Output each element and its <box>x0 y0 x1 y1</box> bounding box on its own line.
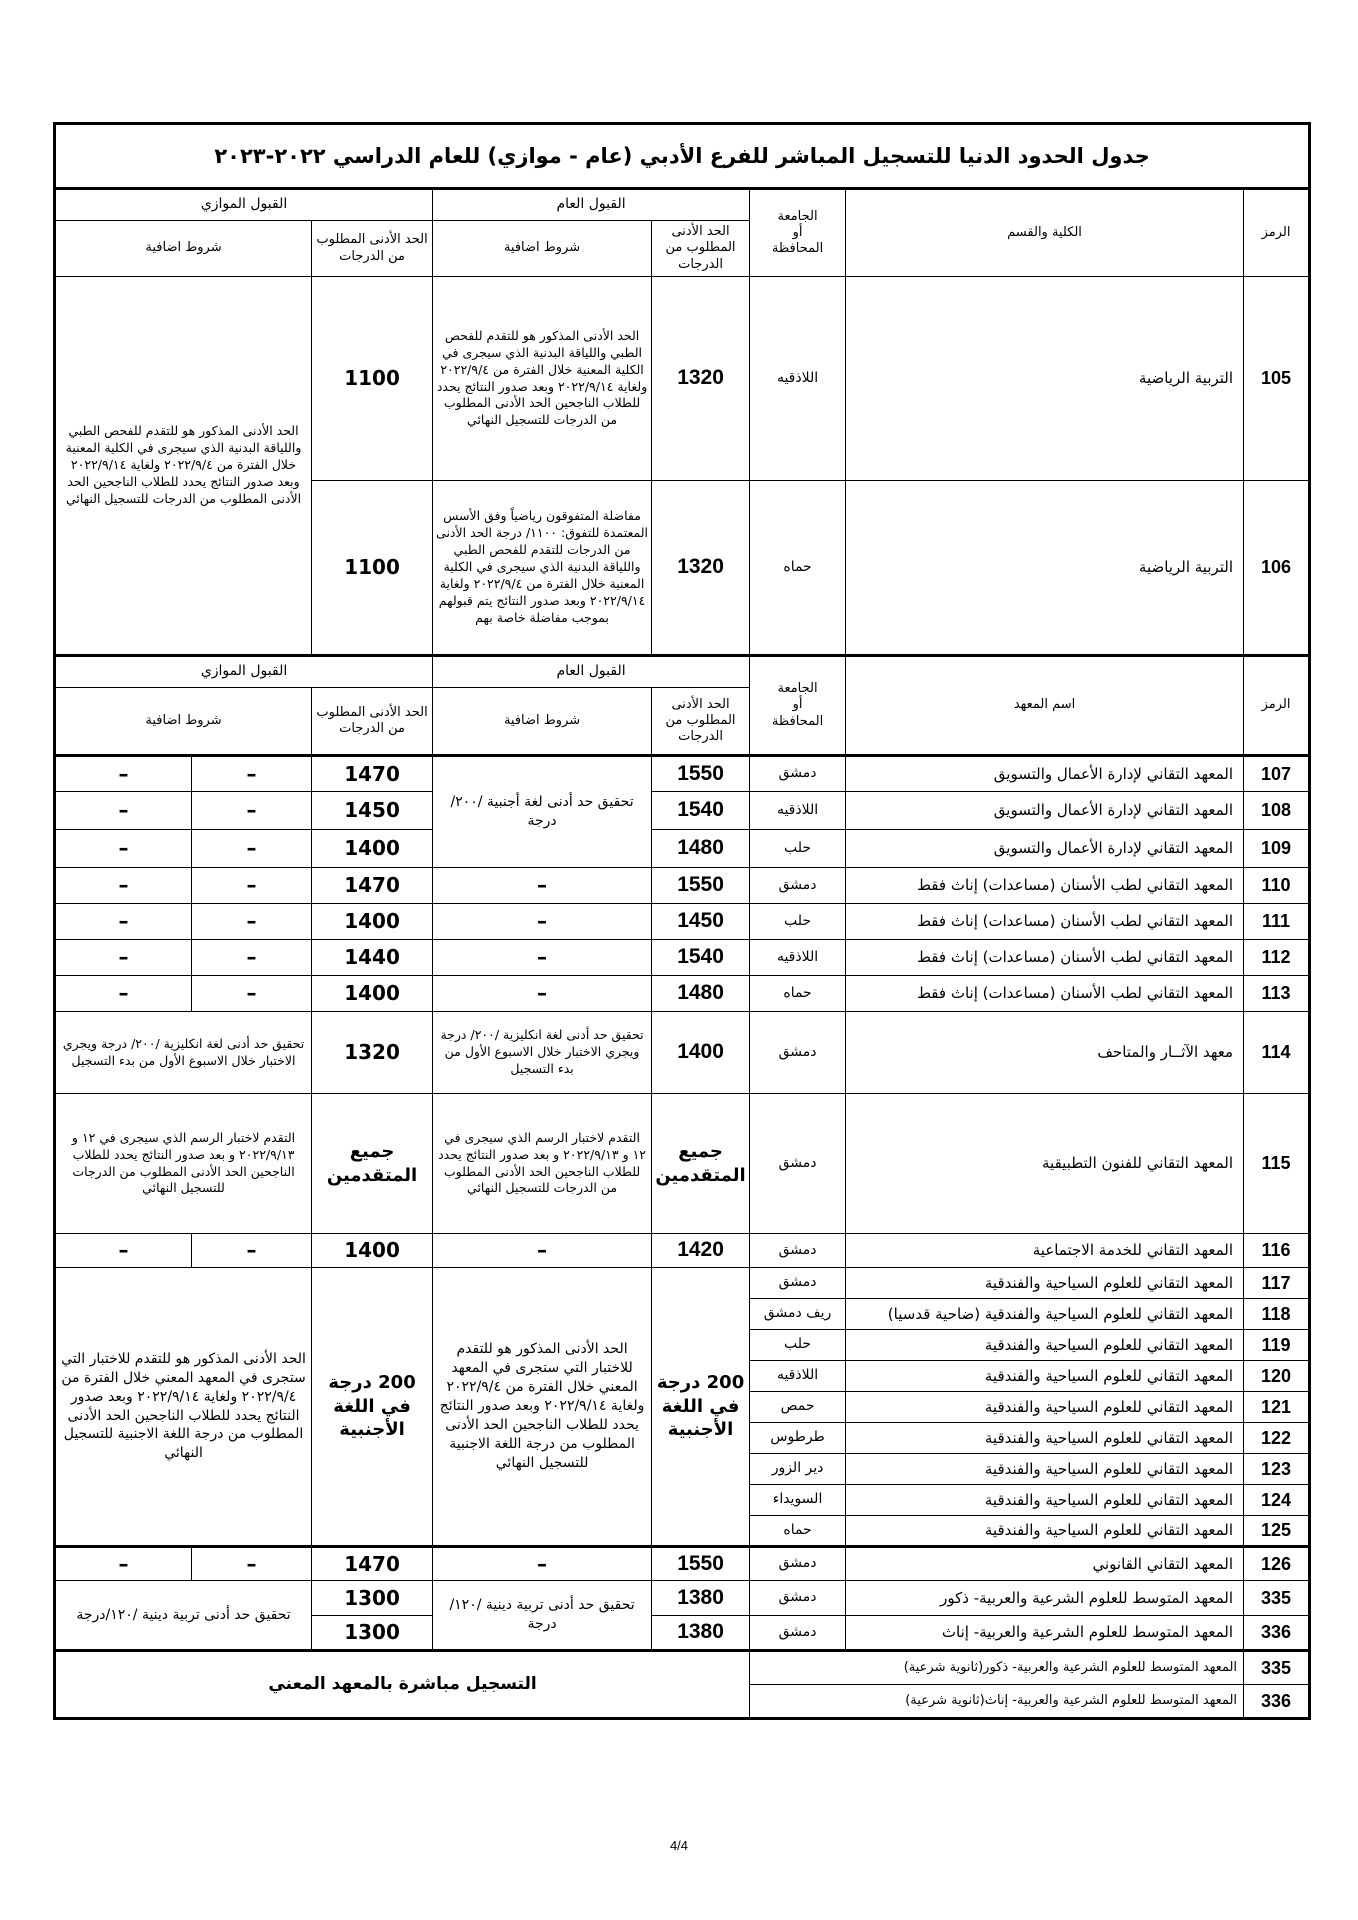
row-gov: طرطوس <box>750 1423 846 1454</box>
row-general-min: 1550 <box>652 1547 750 1581</box>
row-gov: حمص <box>750 1392 846 1423</box>
row-name: المعهد المتوسط للعلوم الشرعية والعربية- إناث(ثانوية شرعية) <box>750 1685 1244 1719</box>
row-name: المعهد التقاني للخدمة الاجتماعية <box>846 1234 1244 1268</box>
row-name: المعهد التقاني لإدارة الأعمال والتسويق <box>846 792 1244 830</box>
row-gov: حلب <box>750 830 846 868</box>
header2-general-extra: شروط اضافية <box>433 688 652 756</box>
row-gov: دمشق <box>750 1094 846 1234</box>
table-row <box>55 976 1310 1012</box>
row-code: 110 <box>1244 868 1310 904</box>
table-row <box>55 830 1310 868</box>
row-parallel-min: 1100 <box>312 481 433 656</box>
row-code: 123 <box>1244 1454 1310 1485</box>
row-parallel-min: 1300 <box>312 1581 433 1616</box>
row-name: المعهد المتوسط للعلوم الشرعية والعربية- إناث <box>846 1616 1244 1651</box>
row-dash: – <box>192 1547 312 1581</box>
table-row <box>55 1547 1310 1581</box>
row-code: 108 <box>1244 792 1310 830</box>
table-row <box>55 1094 1310 1234</box>
header2-institute: اسم المعهد <box>846 656 1244 756</box>
table-row <box>55 1581 1310 1616</box>
table-row <box>55 940 1310 976</box>
row-code: 112 <box>1244 940 1310 976</box>
row-code: 117 <box>1244 1268 1310 1299</box>
row-dash: – <box>55 792 192 830</box>
row-general-note: التقدم لاختبار الرسم الذي سيجرى في ١٢ و ٢٠٢٢/٩/١٣ و بعد صدور النتائج يحدد للطلاب الناجحين الحد الأدنى المطلوب من الدرجات للتسجيل النهائي <box>433 1094 652 1234</box>
page-number: 4/4 <box>669 1838 689 1853</box>
row-dash: – <box>55 1547 192 1581</box>
row-parallel-note: تحقيق حد أدنى لغة انكليزية /٢٠٠/ درجة ويجري الاختبار خلال الاسبوع الأول من بدء التسجيل <box>55 1012 312 1094</box>
row-general-min: 1480 <box>652 830 750 868</box>
header2-general-min: الحد الأدنى المطلوب من الدرجات <box>652 688 750 756</box>
row-dash: – <box>55 868 192 904</box>
row-parallel-min: 1440 <box>312 940 433 976</box>
row-dash: – <box>55 976 192 1012</box>
row-name: المعهد المتوسط للعلوم الشرعية والعربية- ذكور(ثانوية شرعية) <box>750 1651 1244 1685</box>
table-row <box>55 1651 1310 1685</box>
row-parallel-min: 1470 <box>312 868 433 904</box>
row-code: 115 <box>1244 1094 1310 1234</box>
row-dash: – <box>192 976 312 1012</box>
row-gov: حلب <box>750 904 846 940</box>
row-dash: – <box>433 868 652 904</box>
row-gov: دمشق <box>750 1616 846 1651</box>
row-gov: اللاذقيه <box>750 1361 846 1392</box>
row-code: 107 <box>1244 756 1310 792</box>
row-parallel-min: 1400 <box>312 904 433 940</box>
row-name: المعهد التقاني لطب الأسنان (مساعدات) إناث فقط <box>846 940 1244 976</box>
row-code: 120 <box>1244 1361 1310 1392</box>
row-general-min: 1450 <box>652 904 750 940</box>
row-gov: اللاذقيه <box>750 277 846 481</box>
row-parallel-min: 1450 <box>312 792 433 830</box>
row-code: 118 <box>1244 1299 1310 1330</box>
row-code: 124 <box>1244 1485 1310 1516</box>
table-row <box>55 868 1310 904</box>
row-code: 336 <box>1244 1685 1310 1719</box>
table-row <box>55 1268 1310 1299</box>
header2-parallel: القبول الموازي <box>55 656 433 688</box>
header-parallel-min: الحد الأدنى المطلوب من الدرجات <box>312 221 433 277</box>
row-general-note: الحد الأدنى المذكور هو للتقدم للفحص الطبي واللياقة البدنية الذي سيجرى في الكلية المعنية خلال الفترة من ٢٠٢٢/٩/٤ ولغاية ٢٠٢٢/٩/١٤ وبعد صدور النتائج يحدد للطلاب الناجحين الحد الأدنى المطلوب من الدرجات للتسجيل النهائي <box>433 277 652 481</box>
row-code: 114 <box>1244 1012 1310 1094</box>
row-dash: – <box>192 1234 312 1268</box>
row-general-min: 1320 <box>652 277 750 481</box>
header2-general: القبول العام <box>433 656 750 688</box>
row-name: المعهد التقاني لطب الأسنان (مساعدات) إناث فقط <box>846 976 1244 1012</box>
row-dash: – <box>433 940 652 976</box>
row-parallel-min: 1470 <box>312 756 433 792</box>
row-gov: دمشق <box>750 1012 846 1094</box>
row-code: 335 <box>1244 1651 1310 1685</box>
row-dash: – <box>433 1547 652 1581</box>
row-name: المعهد التقاني للفنون التطبيقية <box>846 1094 1244 1234</box>
row-code: 106 <box>1244 481 1310 656</box>
row-gov: السويداء <box>750 1485 846 1516</box>
row-gov: حماه <box>750 481 846 656</box>
row-gov: حلب <box>750 1330 846 1361</box>
row-general-min: 1480 <box>652 976 750 1012</box>
row-parallel-min: 1300 <box>312 1616 433 1651</box>
row-general-min: 1320 <box>652 481 750 656</box>
header2-parallel-min: الحد الأدنى المطلوب من الدرجات <box>312 688 433 756</box>
row-code: 125 <box>1244 1516 1310 1547</box>
row-general-min: 1550 <box>652 756 750 792</box>
row-parallel-min: 1470 <box>312 1547 433 1581</box>
row-dash: – <box>192 756 312 792</box>
row-general-all: جميع المتقدمين <box>652 1094 750 1234</box>
row-general-min: 1540 <box>652 792 750 830</box>
sharia-general-note: تحقيق حد أدنى تربية دينية /١٢٠/ درجة <box>433 1581 652 1651</box>
direct-registration-note: التسجيل مباشرة بالمعهد المعني <box>55 1651 750 1719</box>
table-row <box>55 792 1310 830</box>
table-row <box>55 904 1310 940</box>
row-general-min: 1540 <box>652 940 750 976</box>
row-parallel-min: 1100 <box>312 277 433 481</box>
row-dash: – <box>192 940 312 976</box>
row-code: 335 <box>1244 1581 1310 1616</box>
business-general-note: تحقيق حد أدنى لغة أجنبية /٢٠٠/ درجة <box>433 756 652 868</box>
header-general-min: الحد الأدنى المطلوب من الدرجات <box>652 221 750 277</box>
row-gov: دمشق <box>750 756 846 792</box>
row-gov: حماه <box>750 1516 846 1547</box>
header-parallel: القبول الموازي <box>55 189 433 221</box>
row-dash: – <box>192 904 312 940</box>
row-name: المعهد التقاني القانوني <box>846 1547 1244 1581</box>
row-code: 116 <box>1244 1234 1310 1268</box>
row-code: 121 <box>1244 1392 1310 1423</box>
admission-table-sheet <box>53 122 1308 1720</box>
table-row <box>55 756 1310 792</box>
sharia-parallel-note: تحقيق حد أدنى تربية دينية /١٢٠/درجة <box>55 1581 312 1651</box>
row-code: 126 <box>1244 1547 1310 1581</box>
header-code: الرمز <box>1244 189 1310 277</box>
row-name: المعهد التقاني للعلوم السياحية والفندقية <box>846 1361 1244 1392</box>
row-code: 111 <box>1244 904 1310 940</box>
row-dash: – <box>192 868 312 904</box>
row-parallel-min: 1400 <box>312 1234 433 1268</box>
header2-code: الرمز <box>1244 656 1310 756</box>
row-name: المعهد التقاني للعلوم السياحية والفندقية <box>846 1454 1244 1485</box>
row-code: 122 <box>1244 1423 1310 1454</box>
row-gov: دمشق <box>750 1547 846 1581</box>
row-dash: – <box>55 756 192 792</box>
tourism-parallel-note: الحد الأدنى المذكور هو للتقدم للاختبار التي ستجرى في المعهد المعني خلال الفترة من ٢٠٢٢/٩/٤ ولغاية ٢٠٢٢/٩/١٤ وبعد صدور النتائج يحدد للطلاب الناجحين الحد الأدنى المطلوب من درجة اللغة الاجنبية للتسجيل النهائي <box>55 1268 312 1547</box>
header2-parallel-extra: شروط اضافية <box>55 688 312 756</box>
header-general-extra: شروط اضافية <box>433 221 652 277</box>
row-name: المعهد التقاني للعلوم السياحية والفندقية <box>846 1423 1244 1454</box>
table-title: جدول الحدود الدنيا للتسجيل المباشر للفرع الأدبي (عام - موازي) للعام الدراسي ٢٠٢٢-٢٠٢٣ <box>55 124 1310 189</box>
row-code: 109 <box>1244 830 1310 868</box>
row-name: التربية الرياضية <box>846 481 1244 656</box>
sports-parallel-note: الحد الأدنى المذكور هو للتقدم للفحص الطبي واللياقة البدنية الذي سيجرى في الكلية المعنية خلال الفترة من ٢٠٢٢/٩/٤ ولغاية ٢٠٢٢/٩/١٤ وبعد صدور النتائج يحدد للطلاب الناجحين الحد الأدنى المطلوب من الدرجات للتسجيل النهائي <box>55 277 312 656</box>
tourism-general-grade: 200 درجة في اللغة الأجنبية <box>652 1268 750 1547</box>
header-general: القبول العام <box>433 189 750 221</box>
admission-table <box>53 122 1311 1720</box>
row-name: معهد الآثــار والمتاحف <box>846 1012 1244 1094</box>
row-dash: – <box>433 904 652 940</box>
row-name: المعهد التقاني لإدارة الأعمال والتسويق <box>846 756 1244 792</box>
row-name: المعهد التقاني للعلوم السياحية والفندقية <box>846 1268 1244 1299</box>
row-dash: – <box>55 1234 192 1268</box>
row-parallel-all: جميع المتقدمين <box>312 1094 433 1234</box>
row-name: المعهد التقاني لطب الأسنان (مساعدات) إناث فقط <box>846 904 1244 940</box>
row-dash: – <box>55 904 192 940</box>
row-gov: دمشق <box>750 1268 846 1299</box>
row-name: المعهد التقاني للعلوم السياحية والفندقية <box>846 1516 1244 1547</box>
table-row <box>55 277 1310 481</box>
row-name: المعهد التقاني لطب الأسنان (مساعدات) إناث فقط <box>846 868 1244 904</box>
row-general-note: مفاضلة المتفوقون رياضياً وفق الأسس المعتمدة للتفوق: ١١٠٠/ درجة الحد الأدنى من الدرجات للتقدم للفحص الطبي واللياقة البدنية الذي سيجرى في الكلية المعنية خلال الفترة من ٢٠٢٢/٩/٤ ولغاية ٢٠٢٢/٩/١٤ وبعد صدور النتائج يتم قبولهم بموجب مفاضلة خاصة بهم <box>433 481 652 656</box>
row-general-note: تحقيق حد أدنى لغة انكليزية /٢٠٠/ درجة ويجري الاختبار خلال الاسبوع الأول من بدء التسجيل <box>433 1012 652 1094</box>
row-dash: – <box>55 940 192 976</box>
row-code: 105 <box>1244 277 1310 481</box>
table-row <box>55 1234 1310 1268</box>
header-university: الجامعة أو المحافظة <box>750 189 846 277</box>
row-dash: – <box>192 792 312 830</box>
header2-university: الجامعة أو المحافظة <box>750 656 846 756</box>
row-code: 336 <box>1244 1616 1310 1651</box>
row-gov: ريف دمشق <box>750 1299 846 1330</box>
row-code: 119 <box>1244 1330 1310 1361</box>
row-gov: اللاذقيه <box>750 792 846 830</box>
row-general-min: 1380 <box>652 1616 750 1651</box>
row-general-min: 1380 <box>652 1581 750 1616</box>
row-gov: دير الزور <box>750 1454 846 1485</box>
row-general-min: 1400 <box>652 1012 750 1094</box>
row-dash: – <box>192 830 312 868</box>
row-parallel-note: التقدم لاختبار الرسم الذي سيجرى في ١٢ و ٢٠٢٢/٩/١٣ و بعد صدور النتائج يحدد للطلاب الناجحين الحد الأدنى المطلوب من الدرجات للتسجيل النهائي <box>55 1094 312 1234</box>
row-parallel-min: 1400 <box>312 976 433 1012</box>
row-name: المعهد المتوسط للعلوم الشرعية والعربية- ذكور <box>846 1581 1244 1616</box>
row-general-min: 1550 <box>652 868 750 904</box>
tourism-general-note: الحد الأدنى المذكور هو للتقدم للاختبار التي ستجرى في المعهد المعني خلال الفترة من ٢٠٢٢/٩/٤ ولغاية ٢٠٢٢/٩/١٤ وبعد صدور النتائج يحدد للطلاب الناجحين الحد الأدنى المطلوب من درجة اللغة الاجنبية للتسجيل النهائي <box>433 1268 652 1547</box>
row-gov: دمشق <box>750 868 846 904</box>
row-gov: حماه <box>750 976 846 1012</box>
tourism-parallel-grade: 200 درجة في اللغة الأجنبية <box>312 1268 433 1547</box>
row-dash: – <box>433 976 652 1012</box>
row-name: المعهد التقاني لإدارة الأعمال والتسويق <box>846 830 1244 868</box>
row-name: المعهد التقاني للعلوم السياحية والفندقية <box>846 1330 1244 1361</box>
row-name: المعهد التقاني للعلوم السياحية والفندقية <box>846 1485 1244 1516</box>
table-row <box>55 1012 1310 1094</box>
row-general-min: 1420 <box>652 1234 750 1268</box>
row-parallel-min: 1400 <box>312 830 433 868</box>
header-college: الكلية والقسم <box>846 189 1244 277</box>
row-gov: دمشق <box>750 1234 846 1268</box>
row-dash: – <box>55 830 192 868</box>
row-dash: – <box>433 1234 652 1268</box>
row-name: المعهد التقاني للعلوم السياحية والفندقية <box>846 1392 1244 1423</box>
row-gov: اللاذقيه <box>750 940 846 976</box>
row-name: التربية الرياضية <box>846 277 1244 481</box>
row-code: 113 <box>1244 976 1310 1012</box>
header-parallel-extra: شروط اضافية <box>55 221 312 277</box>
row-parallel-min: 1320 <box>312 1012 433 1094</box>
row-gov: دمشق <box>750 1581 846 1616</box>
row-name: المعهد التقاني للعلوم السياحية والفندقية (ضاحية قدسيا) <box>846 1299 1244 1330</box>
